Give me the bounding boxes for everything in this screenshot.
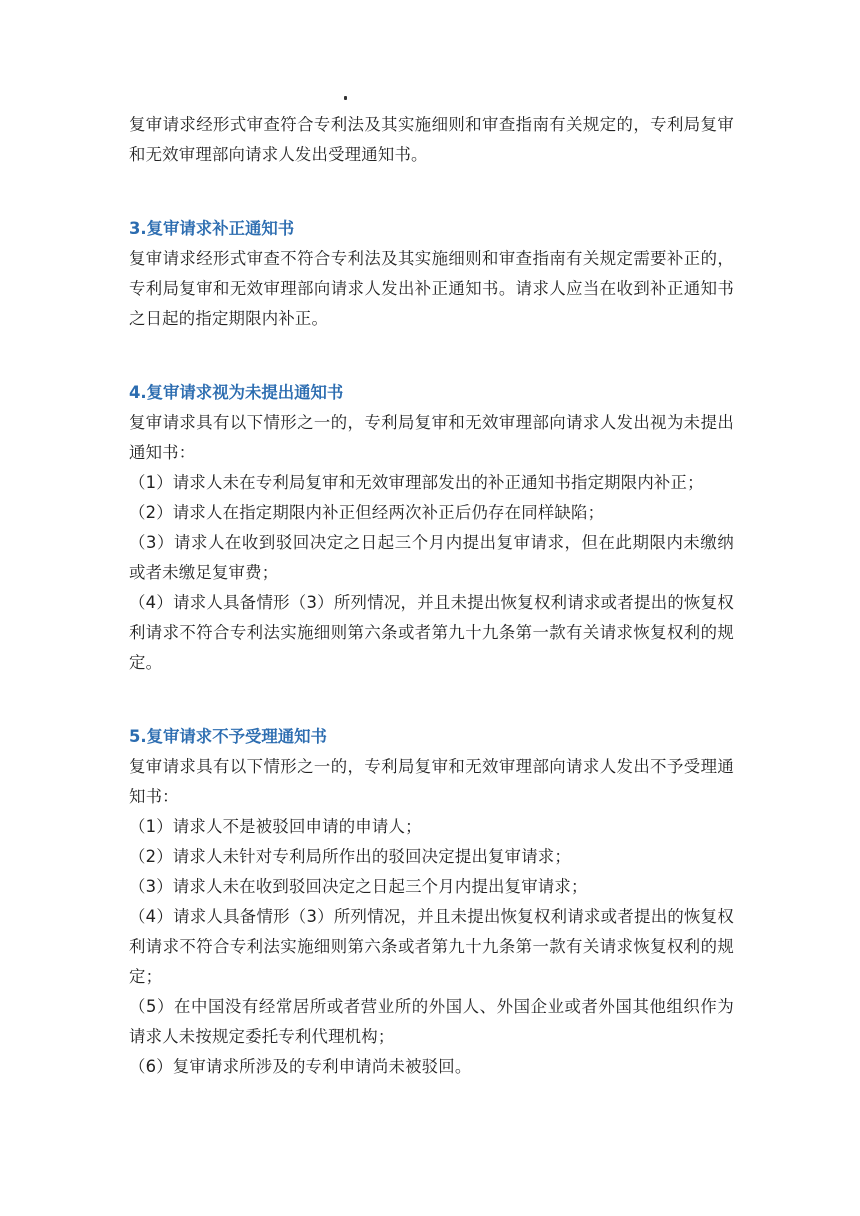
list-item: （2）请求人未针对专利局所作出的驳回决定提出复审请求； xyxy=(129,847,571,866)
section-paragraph: 复审请求经形式审查不符合专利法及其实施细则和审查指南有关规定需要补正的，专利局复审和无效审理部向请求人发出补正通知书。请求人应当在收到补正通知书之日起的指定期限内补正。 xyxy=(129,249,734,328)
list-item: （3）请求人未在收到驳回决定之日起三个月内提出复审请求； xyxy=(129,877,588,896)
list-item: （2）请求人在指定期限内补正但经两次补正后仍存在同样缺陷； xyxy=(129,503,605,522)
section-deemed-not-filed-notice xyxy=(129,378,734,678)
list-item: （3）请求人在收到驳回决定之日起三个月内提出复审请求，但在此期限内未缴纳或者未缴足复审费； xyxy=(129,533,734,582)
stray-mark xyxy=(344,96,347,100)
section-paragraph: 复审请求具有以下情形之一的，专利局复审和无效审理部向请求人发出视为未提出通知书： xyxy=(129,413,734,462)
list-item: （1）请求人不是被驳回申请的申请人； xyxy=(129,817,422,836)
list-item: （6）复审请求所涉及的专利申请尚未被驳回。 xyxy=(129,1057,472,1076)
section-heading: 3.复审请求补正通知书 xyxy=(129,219,295,238)
list-item: （4）请求人具备情形（3）所列情况，并且未提出恢复权利请求或者提出的恢复权利请求不符合专利法实施细则第六条或者第九十九条第一款有关请求恢复权利的规定。 xyxy=(129,593,734,672)
list-item: （1）请求人未在专利局复审和无效审理部发出的补正通知书指定期限内补正； xyxy=(129,473,704,492)
document-body xyxy=(129,110,734,1082)
list-item: （4）请求人具备情形（3）所列情况，并且未提出恢复权利请求或者提出的恢复权利请求不符合专利法实施细则第六条或者第九十九条第一款有关请求恢复权利的规定； xyxy=(129,907,734,986)
section-correction-notice xyxy=(129,214,734,334)
list-item: （5）在中国没有经常居所或者营业所的外国人、外国企业或者外国其他组织作为请求人未按规定委托专利代理机构； xyxy=(129,997,734,1046)
section-paragraph: 复审请求具有以下情形之一的，专利局复审和无效审理部向请求人发出不予受理通知书： xyxy=(129,757,734,806)
section-heading: 5.复审请求不予受理通知书 xyxy=(129,727,327,746)
section-heading: 4.复审请求视为未提出通知书 xyxy=(129,383,344,402)
section-not-accepted-notice xyxy=(129,722,734,1082)
intro-paragraph: 复审请求经形式审查符合专利法及其实施细则和审查指南有关规定的，专利局复审和无效审理部向请求人发出受理通知书。 xyxy=(129,115,734,164)
